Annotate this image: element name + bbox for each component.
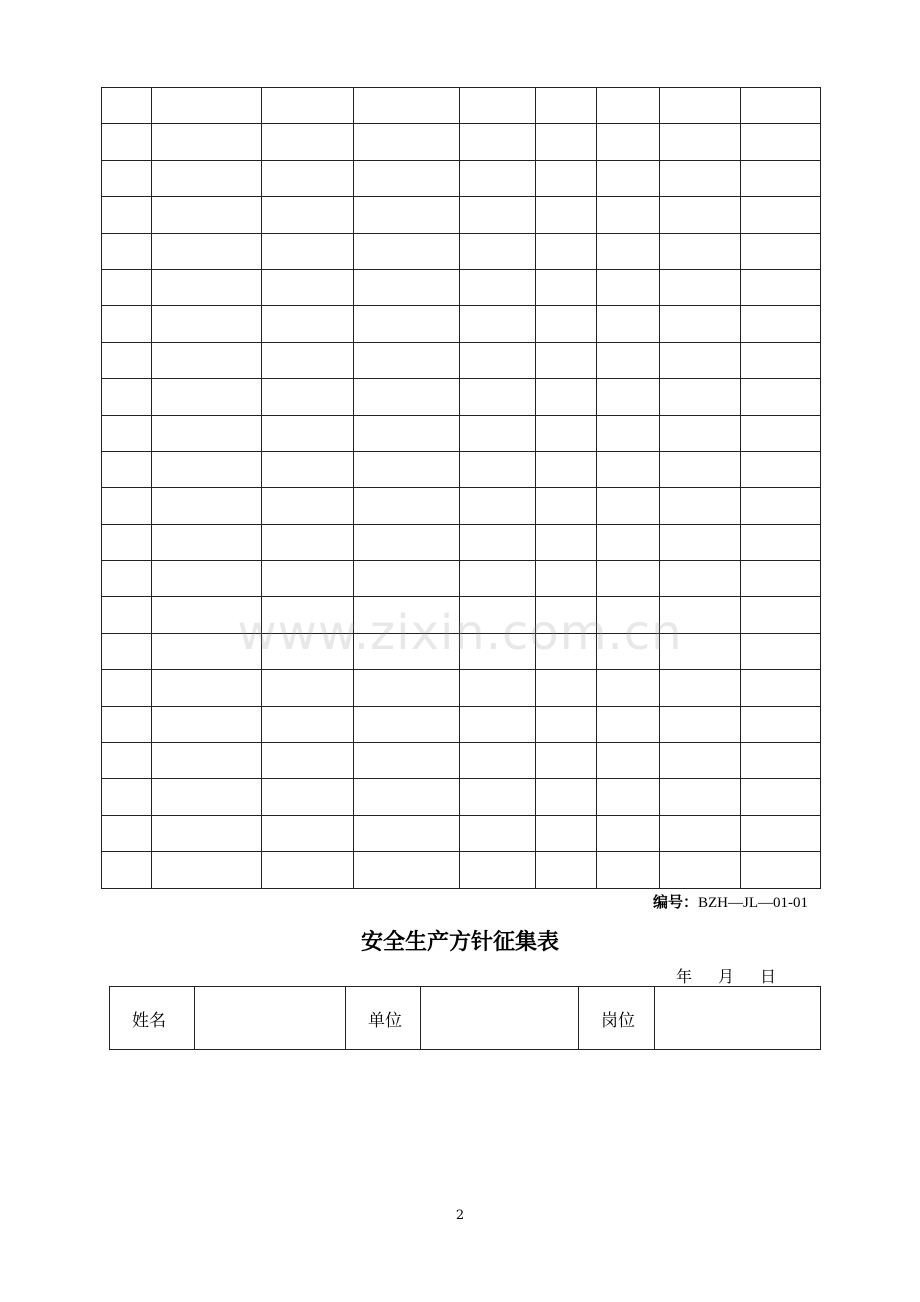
table-cell[interactable]	[460, 160, 536, 196]
table-cell[interactable]	[262, 706, 354, 742]
table-cell[interactable]	[262, 233, 354, 269]
table-cell[interactable]	[102, 597, 152, 633]
table-cell[interactable]	[660, 670, 741, 706]
table-cell[interactable]	[536, 561, 597, 597]
table-cell[interactable]	[262, 743, 354, 779]
table-cell[interactable]	[152, 160, 262, 196]
table-cell[interactable]	[536, 743, 597, 779]
table-cell[interactable]	[597, 269, 660, 305]
table-cell[interactable]	[262, 415, 354, 451]
table-cell[interactable]	[152, 706, 262, 742]
table-cell[interactable]	[152, 633, 262, 669]
table-cell[interactable]	[741, 415, 821, 451]
table-cell[interactable]	[460, 415, 536, 451]
table-cell[interactable]	[102, 342, 152, 378]
table-cell[interactable]	[102, 852, 152, 888]
table-cell[interactable]	[660, 597, 741, 633]
table-cell[interactable]	[597, 306, 660, 342]
table-cell[interactable]	[536, 233, 597, 269]
table-cell[interactable]	[102, 743, 152, 779]
table-cell[interactable]	[660, 306, 741, 342]
table-row	[102, 779, 821, 815]
table-cell[interactable]	[660, 743, 741, 779]
table-cell[interactable]	[660, 160, 741, 196]
table-cell[interactable]	[152, 306, 262, 342]
table-cell[interactable]	[536, 88, 597, 124]
unit-label: 单位	[346, 987, 421, 1050]
table-cell[interactable]	[102, 124, 152, 160]
table-cell[interactable]	[460, 561, 536, 597]
table-cell[interactable]	[460, 524, 536, 560]
table-cell[interactable]	[102, 269, 152, 305]
table-cell[interactable]	[102, 670, 152, 706]
table-cell[interactable]	[354, 815, 460, 851]
table-cell[interactable]	[536, 269, 597, 305]
table-cell[interactable]	[354, 488, 460, 524]
table-cell[interactable]	[102, 88, 152, 124]
table-cell[interactable]	[354, 852, 460, 888]
table-cell[interactable]	[741, 160, 821, 196]
table-row	[102, 379, 821, 415]
table-cell[interactable]	[536, 524, 597, 560]
table-cell[interactable]	[597, 561, 660, 597]
table-row	[102, 415, 821, 451]
table-cell[interactable]	[152, 197, 262, 233]
table-cell[interactable]	[536, 779, 597, 815]
table-cell[interactable]	[460, 197, 536, 233]
table-cell[interactable]	[354, 233, 460, 269]
table-cell[interactable]	[460, 88, 536, 124]
table-cell[interactable]	[460, 124, 536, 160]
table-cell[interactable]	[102, 197, 152, 233]
table-cell[interactable]	[660, 269, 741, 305]
table-cell[interactable]	[354, 88, 460, 124]
table-cell[interactable]	[660, 815, 741, 851]
table-cell[interactable]	[460, 306, 536, 342]
table-cell[interactable]	[152, 670, 262, 706]
table-cell[interactable]	[741, 488, 821, 524]
table-cell[interactable]	[741, 743, 821, 779]
table-cell[interactable]	[597, 670, 660, 706]
table-cell[interactable]	[536, 306, 597, 342]
table-cell[interactable]	[354, 160, 460, 196]
table-cell[interactable]	[262, 852, 354, 888]
table-cell[interactable]	[152, 852, 262, 888]
table-cell[interactable]	[741, 451, 821, 487]
table-row	[102, 852, 821, 888]
table-row	[102, 597, 821, 633]
table-cell[interactable]	[741, 779, 821, 815]
table-cell[interactable]	[102, 488, 152, 524]
unit-field[interactable]	[421, 987, 579, 1050]
table-cell[interactable]	[152, 597, 262, 633]
table-cell[interactable]	[152, 415, 262, 451]
table-cell[interactable]	[460, 706, 536, 742]
table-cell[interactable]	[741, 815, 821, 851]
table-cell[interactable]	[741, 233, 821, 269]
table-cell[interactable]	[354, 124, 460, 160]
table-cell[interactable]	[152, 342, 262, 378]
table-cell[interactable]	[152, 779, 262, 815]
table-cell[interactable]	[354, 561, 460, 597]
table-cell[interactable]	[152, 743, 262, 779]
table-cell[interactable]	[741, 269, 821, 305]
table-cell[interactable]	[354, 779, 460, 815]
table-cell[interactable]	[460, 670, 536, 706]
table-cell[interactable]	[741, 124, 821, 160]
table-cell[interactable]	[660, 706, 741, 742]
table-cell[interactable]	[262, 597, 354, 633]
table-cell[interactable]	[536, 451, 597, 487]
table-cell[interactable]	[741, 197, 821, 233]
info-row	[110, 987, 821, 1050]
table-cell[interactable]	[102, 451, 152, 487]
table-cell[interactable]	[660, 524, 741, 560]
table-row	[102, 524, 821, 560]
table-cell[interactable]	[460, 779, 536, 815]
table-cell[interactable]	[102, 415, 152, 451]
table-cell[interactable]	[152, 88, 262, 124]
table-cell[interactable]	[102, 379, 152, 415]
table-cell[interactable]	[741, 706, 821, 742]
table-cell[interactable]	[660, 197, 741, 233]
table-row	[102, 488, 821, 524]
table-row	[102, 451, 821, 487]
blank-record-table	[101, 87, 821, 889]
table-cell[interactable]	[660, 561, 741, 597]
table-cell[interactable]	[354, 633, 460, 669]
table-cell[interactable]	[597, 524, 660, 560]
table-row	[102, 233, 821, 269]
table-cell[interactable]	[741, 342, 821, 378]
table-cell[interactable]	[262, 561, 354, 597]
table-cell[interactable]	[597, 379, 660, 415]
table-cell[interactable]	[536, 197, 597, 233]
table-cell[interactable]	[597, 815, 660, 851]
table-cell[interactable]	[536, 379, 597, 415]
table-cell[interactable]	[152, 451, 262, 487]
table-cell[interactable]	[597, 852, 660, 888]
table-cell[interactable]	[536, 852, 597, 888]
table-cell[interactable]	[741, 852, 821, 888]
table-cell[interactable]	[741, 633, 821, 669]
name-field[interactable]	[195, 987, 346, 1050]
table-cell[interactable]	[354, 670, 460, 706]
name-label: 姓名	[110, 987, 195, 1050]
table-cell[interactable]	[597, 342, 660, 378]
table-cell[interactable]	[354, 706, 460, 742]
table-cell[interactable]	[536, 815, 597, 851]
table-row	[102, 269, 821, 305]
table-cell[interactable]	[460, 633, 536, 669]
form-code	[653, 891, 808, 912]
table-cell[interactable]	[536, 706, 597, 742]
table-cell[interactable]	[102, 815, 152, 851]
table-cell[interactable]	[536, 670, 597, 706]
table-cell[interactable]	[354, 306, 460, 342]
table-row	[102, 633, 821, 669]
table-cell[interactable]	[460, 379, 536, 415]
page-number: 2	[455, 1208, 465, 1223]
table-cell[interactable]	[354, 743, 460, 779]
table-cell[interactable]	[660, 852, 741, 888]
table-cell[interactable]	[460, 743, 536, 779]
watermark: www.zixin.com.cn	[237, 605, 683, 661]
table-row	[102, 561, 821, 597]
table-cell[interactable]	[660, 415, 741, 451]
table-cell[interactable]	[102, 633, 152, 669]
table-cell[interactable]	[660, 488, 741, 524]
table-cell[interactable]	[152, 561, 262, 597]
table-cell[interactable]	[152, 524, 262, 560]
table-cell[interactable]	[262, 306, 354, 342]
table-cell[interactable]	[354, 197, 460, 233]
table-cell[interactable]	[262, 815, 354, 851]
table-cell[interactable]	[460, 597, 536, 633]
table-cell[interactable]	[152, 233, 262, 269]
table-cell[interactable]	[102, 561, 152, 597]
table-cell[interactable]	[152, 488, 262, 524]
table-cell[interactable]	[597, 88, 660, 124]
table-cell[interactable]	[262, 379, 354, 415]
table-row	[102, 160, 821, 196]
table-cell[interactable]	[597, 124, 660, 160]
table-cell[interactable]	[536, 160, 597, 196]
table-cell[interactable]	[741, 88, 821, 124]
table-cell[interactable]	[262, 269, 354, 305]
table-row	[102, 815, 821, 851]
table-cell[interactable]	[660, 88, 741, 124]
table-row	[102, 88, 821, 124]
table-cell[interactable]	[152, 815, 262, 851]
table-cell[interactable]	[460, 269, 536, 305]
table-cell[interactable]	[102, 524, 152, 560]
table-cell[interactable]	[597, 233, 660, 269]
table-row	[102, 670, 821, 706]
table-cell[interactable]	[460, 852, 536, 888]
date-line	[676, 964, 802, 987]
table-cell[interactable]	[152, 379, 262, 415]
table-cell[interactable]	[262, 779, 354, 815]
table-cell[interactable]	[102, 706, 152, 742]
table-cell[interactable]	[460, 815, 536, 851]
table-cell[interactable]	[460, 488, 536, 524]
table-cell[interactable]	[660, 779, 741, 815]
table-cell[interactable]	[597, 197, 660, 233]
table-cell[interactable]	[262, 160, 354, 196]
table-row	[102, 706, 821, 742]
form-code-label: 编号：	[652, 893, 698, 911]
post-label: 岗位	[579, 987, 655, 1050]
table-cell[interactable]	[354, 597, 460, 633]
table-cell[interactable]	[262, 524, 354, 560]
form-title: 安全生产方针征集表	[360, 930, 559, 955]
table-cell[interactable]	[102, 779, 152, 815]
table-cell[interactable]	[460, 342, 536, 378]
table-cell[interactable]	[741, 306, 821, 342]
table-cell[interactable]	[660, 451, 741, 487]
table-cell[interactable]	[354, 379, 460, 415]
table-cell[interactable]	[536, 342, 597, 378]
table-cell[interactable]	[741, 379, 821, 415]
table-cell[interactable]	[354, 415, 460, 451]
date-day: 日	[760, 967, 777, 986]
table-cell[interactable]	[660, 342, 741, 378]
table-cell[interactable]	[597, 633, 660, 669]
table-cell[interactable]	[741, 597, 821, 633]
table-cell[interactable]	[536, 124, 597, 160]
table-cell[interactable]	[597, 488, 660, 524]
table-row	[102, 743, 821, 779]
table-cell[interactable]	[460, 451, 536, 487]
table-cell[interactable]	[262, 124, 354, 160]
table-cell[interactable]	[741, 524, 821, 560]
table-cell[interactable]	[262, 451, 354, 487]
table-cell[interactable]	[597, 160, 660, 196]
table-cell[interactable]	[597, 451, 660, 487]
table-cell[interactable]	[354, 269, 460, 305]
table-cell[interactable]	[536, 415, 597, 451]
table-cell[interactable]	[536, 488, 597, 524]
table-cell[interactable]	[262, 488, 354, 524]
table-row	[102, 342, 821, 378]
table-row	[102, 124, 821, 160]
table-cell[interactable]	[660, 124, 741, 160]
table-cell[interactable]	[741, 561, 821, 597]
table-cell[interactable]	[262, 197, 354, 233]
table-cell[interactable]	[597, 706, 660, 742]
table-cell[interactable]	[460, 233, 536, 269]
table-row	[102, 306, 821, 342]
table-cell[interactable]	[660, 379, 741, 415]
table-cell[interactable]	[354, 524, 460, 560]
table-cell[interactable]	[597, 743, 660, 779]
table-cell[interactable]	[597, 779, 660, 815]
table-cell[interactable]	[102, 306, 152, 342]
table-cell[interactable]	[741, 670, 821, 706]
table-cell[interactable]	[536, 633, 597, 669]
table-cell[interactable]	[102, 160, 152, 196]
table-cell[interactable]	[262, 670, 354, 706]
table-cell[interactable]	[262, 342, 354, 378]
info-table	[109, 986, 821, 1050]
table-cell[interactable]	[536, 597, 597, 633]
table-cell[interactable]	[152, 124, 262, 160]
table-cell[interactable]	[660, 633, 741, 669]
post-field[interactable]	[655, 987, 821, 1050]
table-cell[interactable]	[597, 597, 660, 633]
date-month: 月	[718, 967, 735, 986]
table-cell[interactable]	[262, 633, 354, 669]
table-cell[interactable]	[262, 88, 354, 124]
form-code-value: BZH—JL—01-01	[698, 895, 808, 911]
table-row	[102, 197, 821, 233]
table-cell[interactable]	[597, 415, 660, 451]
table-cell[interactable]	[660, 233, 741, 269]
table-cell[interactable]	[354, 451, 460, 487]
date-year: 年	[676, 967, 693, 986]
table-cell[interactable]	[102, 233, 152, 269]
table-cell[interactable]	[354, 342, 460, 378]
table-cell[interactable]	[152, 269, 262, 305]
